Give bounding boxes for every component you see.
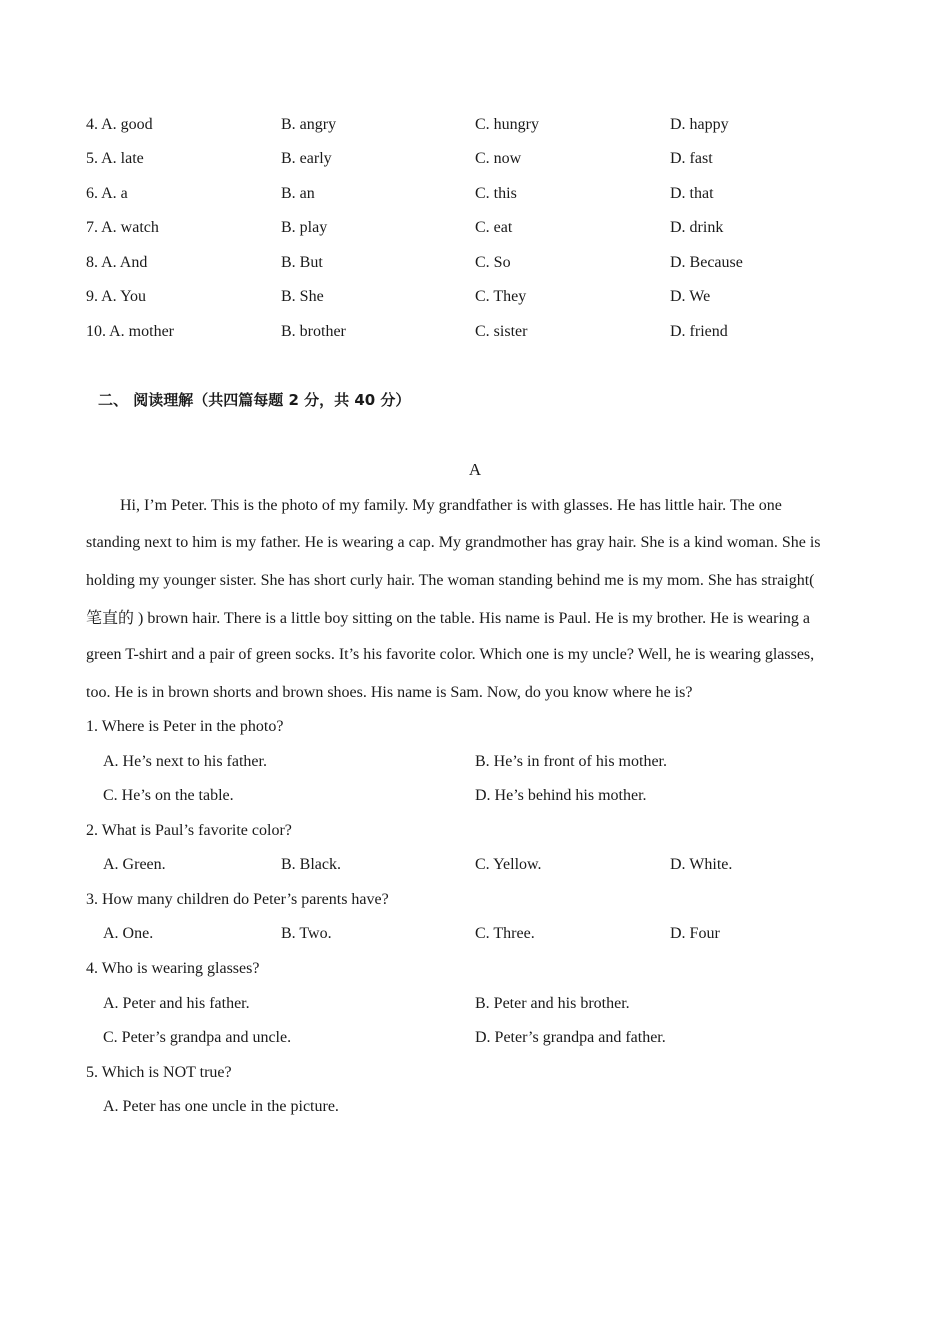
option-d: D. White. xyxy=(670,856,733,873)
option-a: A. Peter has one uncle in the picture. xyxy=(103,1098,339,1115)
question-4: 4. Who is wearing glasses? xyxy=(86,960,260,977)
option-b: B. play xyxy=(281,219,328,236)
passage-line-6: too. He is in brown shorts and brown shoes. His name is Sam. Now, do you know where he is? xyxy=(86,684,693,701)
option-b: B. brother xyxy=(281,323,346,340)
question-2: 2. What is Paul’s favorite color? xyxy=(86,822,292,839)
option-c: C. He’s on the table. xyxy=(103,787,234,804)
option-d: D. happy xyxy=(670,116,729,133)
option-d: D. friend xyxy=(670,323,728,340)
question-1: 1. Where is Peter in the photo? xyxy=(86,718,284,735)
option-b: B. Peter and his brother. xyxy=(475,995,630,1012)
option-b: B. But xyxy=(281,254,323,271)
chinese-gloss: 笔直的 xyxy=(86,608,135,627)
option-d: D. Peter’s grandpa and father. xyxy=(475,1029,666,1046)
question-5: 5. Which is NOT true? xyxy=(86,1064,232,1081)
option-c: C. hungry xyxy=(475,116,539,133)
passage-title: A xyxy=(468,460,482,479)
option-b: B. angry xyxy=(281,116,337,133)
option-d: D. He’s behind his mother. xyxy=(475,787,647,804)
option-a: 7. A. watch xyxy=(86,219,159,236)
passage-line-4 xyxy=(86,608,866,629)
option-a: 9. A. You xyxy=(86,288,147,305)
option-d: D. Four xyxy=(670,925,720,942)
option-d: D. We xyxy=(670,288,711,305)
option-c: C. They xyxy=(475,288,527,305)
option-b: B. Two. xyxy=(281,925,332,942)
option-c: C. Three. xyxy=(475,925,535,942)
passage-line-1: Hi, I’m Peter. This is the photo of my family. My grandfather is with glasses. He has little hair. The one xyxy=(120,497,782,514)
option-c: C. now xyxy=(475,150,522,167)
option-c: C. Peter’s grandpa and uncle. xyxy=(103,1029,292,1046)
option-d: D. fast xyxy=(670,150,713,167)
option-a: A. Green. xyxy=(103,856,166,873)
option-b: B. an xyxy=(281,185,315,202)
option-a: 6. A. a xyxy=(86,185,128,202)
option-c: C. eat xyxy=(475,219,513,236)
option-a: 10. A. mother xyxy=(86,323,174,340)
option-a: 4. A. good xyxy=(86,116,153,133)
option-d: D. Because xyxy=(670,254,743,271)
option-b: B. Black. xyxy=(281,856,341,873)
option-c: C. this xyxy=(475,185,517,202)
passage-line-2: standing next to him is my father. He is wearing a cap. My grandmother has gray hair. She is a kind woman. She is xyxy=(86,534,821,551)
option-b: B. early xyxy=(281,150,332,167)
passage-line-5: green T-shirt and a pair of green socks. It’s his favorite color. Which one is my uncle? Well, he is wearing glasses, xyxy=(86,646,815,663)
option-a: A. Peter and his father. xyxy=(103,995,250,1012)
option-c: C. sister xyxy=(475,323,528,340)
option-d: D. drink xyxy=(670,219,724,236)
option-c: C. So xyxy=(475,254,511,271)
option-b: B. She xyxy=(281,288,324,305)
option-a: A. One. xyxy=(103,925,154,942)
option-a: A. He’s next to his father. xyxy=(103,753,267,770)
passage-line-4-text: ) brown hair. There is a little boy sitting on the table. His name is Paul. He is my brother. He is wearing a xyxy=(138,610,811,627)
passage-line-3: holding my younger sister. She has short curly hair. The woman standing behind me is my mom. She has straight( xyxy=(86,572,815,589)
option-a: 8. A. And xyxy=(86,254,148,271)
section-heading: 二、 阅读理解（共四篇每题 2 分，共 40 分） xyxy=(98,391,411,409)
question-3: 3. How many children do Peter’s parents have? xyxy=(86,891,389,908)
option-b: B. He’s in front of his mother. xyxy=(475,753,667,770)
option-d: D. that xyxy=(670,185,714,202)
option-a: 5. A. late xyxy=(86,150,144,167)
option-c: C. Yellow. xyxy=(475,856,542,873)
